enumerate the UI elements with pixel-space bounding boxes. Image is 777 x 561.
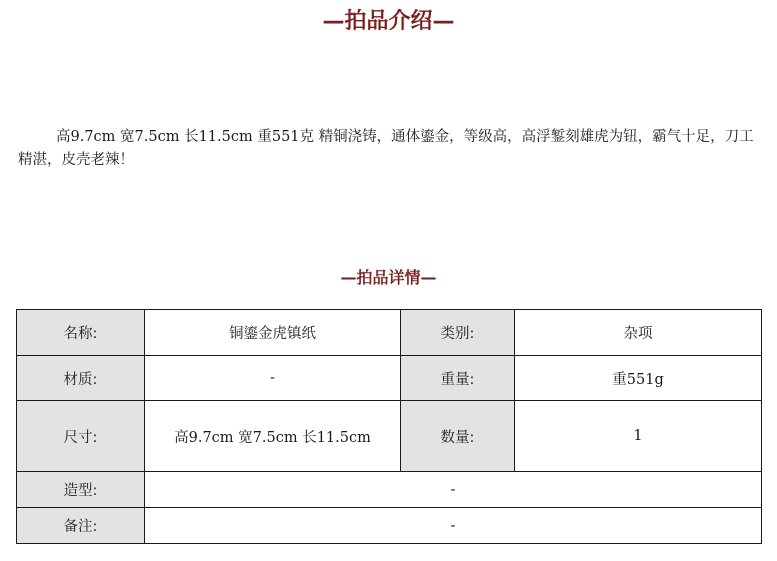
material-value: - [145,356,401,401]
size-value: 高9.7cm 宽7.5cm 长11.5cm [145,401,401,472]
size-label: 尺寸: [17,401,145,472]
notes-value: - [145,508,762,544]
table-row [17,401,762,472]
table-row [17,356,762,401]
category-label: 类别: [401,310,515,356]
shape-value: - [145,472,762,508]
quantity-label: 数量: [401,401,515,472]
weight-value: 重551g [515,356,762,401]
details-table [16,309,762,544]
category-value: 杂项 [515,310,762,356]
material-label: 材质: [17,356,145,401]
quantity-value: 1 [515,401,762,472]
table-row [17,472,762,508]
name-label: 名称: [17,310,145,356]
page-title: —拍品介绍— [322,9,455,34]
item-description: 高9.7cm 宽7.5cm 长11.5cm 重551克 精铜浇铸，通体鎏金，等级高，高浮錾刻雄虎为钮，霸气十足，刀工精湛，皮壳老辣！ [18,129,754,168]
table-row [17,508,762,544]
table-row [17,310,762,356]
notes-label: 备注: [17,508,145,544]
weight-label: 重量: [401,356,515,401]
shape-label: 造型: [17,472,145,508]
name-value: 铜鎏金虎镇纸 [145,310,401,356]
details-section-title: —拍品详情— [340,268,437,287]
